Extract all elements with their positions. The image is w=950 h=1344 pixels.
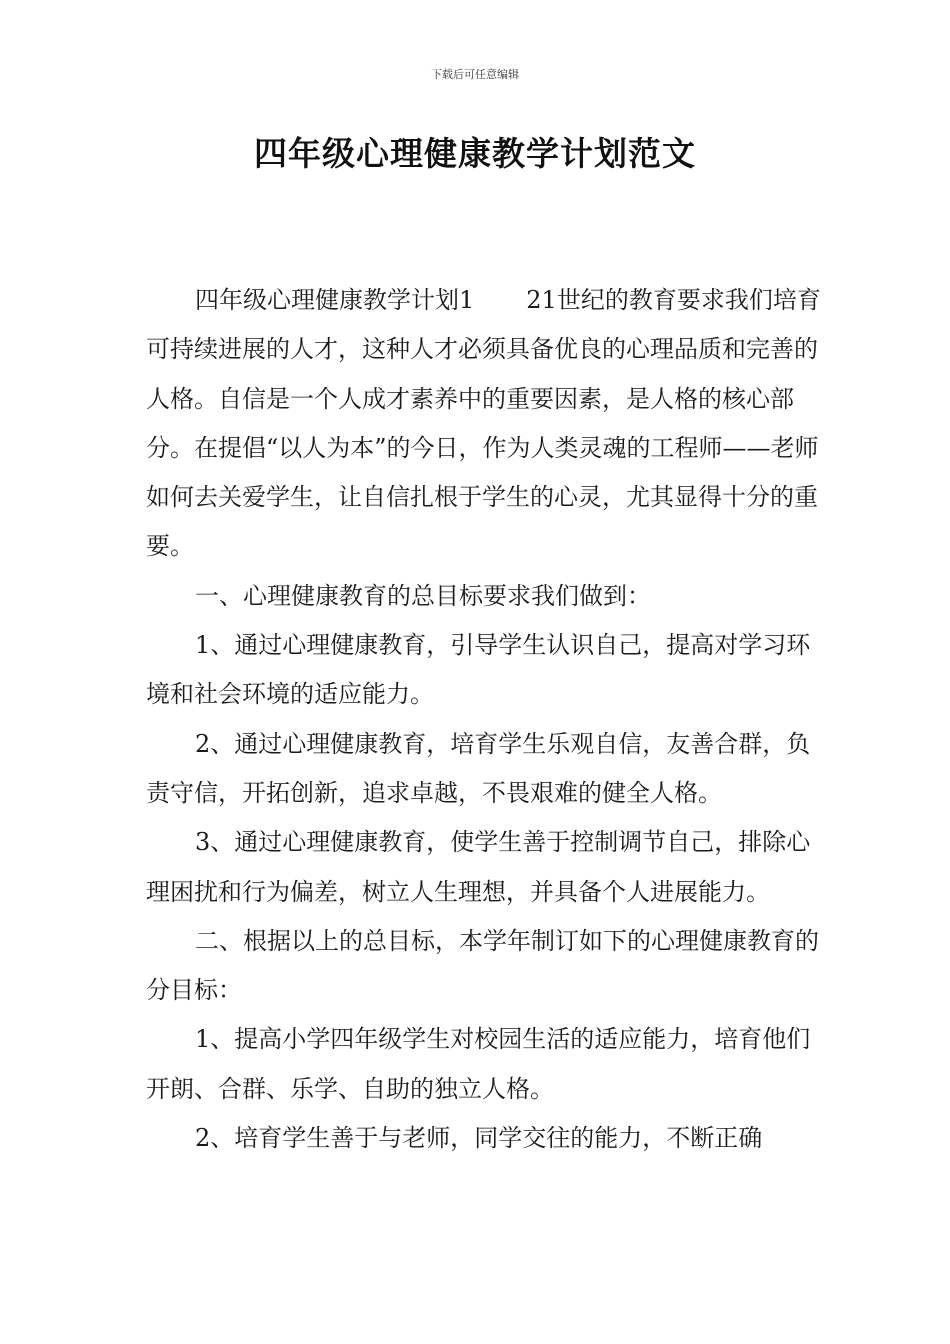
paragraph-intro-lead: 四年级心理健康教学计划1 [195,286,475,314]
document-title: 四年级心理健康教学计划范文 [254,134,696,173]
document-body [146,276,826,1163]
header-note: 下载后可任意编辑 [431,68,519,81]
paragraph-intro [146,276,826,572]
paragraph-intro-text: 21世纪的教育要求我们培育可持续进展的人才，这种人才必须具备优良的心理品质和完善的人格。自信是一个人成才素养中的重要因素，是人格的核心部分。在提倡“以人为本”的今日，作为人类灵魂的工程师——老师如何去关爱学生，让自信扎根于学生的心灵，尤其显得十分的重要。 [146,286,821,561]
section-heading-1: 一、心理健康教育的总目标要求我们做到： [195,581,651,610]
section-heading-2: 二、根据以上的总目标，本学年制订如下的心理健康教育的分目标： [146,926,819,1005]
list-item: 3、通过心理健康教育，使学生善于控制调节自己，排除心理困扰和行为偏差，树立人生理想，并具备个人进展能力。 [146,828,811,906]
list-item: 2、通过心理健康教育，培育学生乐观自信，友善合群，负责守信，开拓创新，追求卓越，不畏艰难的健全人格。 [146,729,811,807]
list-item: 2、培育学生善于与老师，同学交往的能力，不断正确 [195,1124,763,1153]
list-item: 1、提高小学四年级学生对校园生活的适应能力，培育他们开朗、合群、乐学、自助的独立人格。 [146,1025,811,1103]
list-item: 1、通过心理健康教育，引导学生认识自己，提高对学习环境和社会环境的适应能力。 [146,631,811,709]
